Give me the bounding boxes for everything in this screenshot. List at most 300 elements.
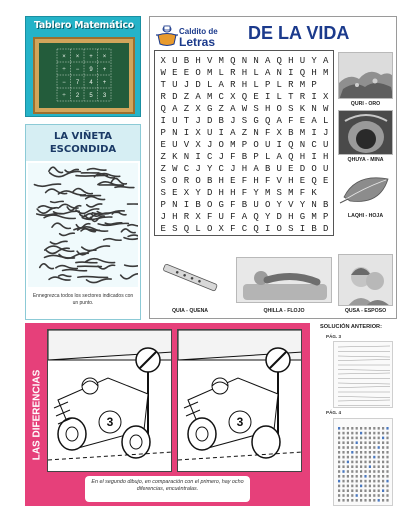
grid-letter[interactable]: L [276,92,282,102]
grid-letter[interactable]: F [241,188,248,198]
grid-letter[interactable]: O [218,140,224,150]
picture-quia-quena [156,254,224,302]
grid-letter[interactable]: U [218,212,224,222]
grid-letter[interactable]: M [206,92,213,102]
grid-letter[interactable]: A [195,92,201,102]
grid-letter[interactable]: J [160,212,166,222]
grid-letter[interactable]: K [299,104,306,114]
grid-letter[interactable]: P [160,128,166,138]
grid-letter[interactable]: U [172,80,178,90]
grid-letter[interactable]: Y [311,56,317,66]
grid-letter[interactable]: S [288,104,294,114]
vineta-header [26,125,140,161]
maze-stroke [56,266,77,269]
grid-letter[interactable]: U [253,200,259,210]
grid-letter[interactable]: U [322,140,329,150]
grid-letter[interactable]: B [241,152,248,162]
grid-letter[interactable]: Z [160,152,166,162]
grid-row [157,211,333,223]
grid-letter[interactable]: O [172,176,178,186]
grid-letter[interactable]: N [299,140,306,150]
thumb-letter [360,437,362,440]
grid-letter[interactable]: L [253,80,259,90]
grid-letter[interactable]: Q [288,152,294,162]
grid-letter[interactable]: I [276,140,282,150]
grid-letter[interactable]: A [276,152,282,162]
board-mark: 7 [75,80,80,86]
label-quri-oro: QURI - ORO [350,101,381,107]
grid-letter[interactable]: U [172,116,178,126]
grid-letter[interactable]: I [183,128,190,138]
grid-letter[interactable]: Q [183,224,190,234]
grid-letter[interactable]: B [195,200,201,210]
grid-letter[interactable]: B [206,176,213,186]
grid-letter[interactable]: J [206,140,213,150]
grid-letter[interactable]: M [299,128,306,138]
grid-letter[interactable]: P [160,200,166,210]
grid-letter[interactable]: W [322,104,329,114]
grid-letter[interactable]: C [241,224,248,234]
grid-letter[interactable]: E [288,164,294,174]
thumb-letter [360,470,362,473]
grid-letter[interactable]: Z [183,104,190,114]
grid-letter[interactable]: O [206,200,213,210]
grid-letter[interactable]: R [299,92,306,102]
car-number-1: 3 [106,415,114,429]
grid-letter[interactable]: A [172,104,178,114]
grid-letter[interactable]: C [218,92,224,102]
thumb-letter [386,470,388,473]
grid-letter[interactable]: I [299,224,306,234]
grid-letter[interactable]: Q [276,56,282,66]
grid-letter[interactable]: X [160,56,166,66]
grid-letter[interactable]: X [195,104,201,114]
grid-letter[interactable]: J [195,116,201,126]
grid-letter[interactable]: H [322,152,329,162]
grid-letter[interactable]: H [241,164,248,174]
grid-letter[interactable]: M [218,56,224,66]
grid-letter[interactable]: J [230,116,236,126]
thumb-letter [378,480,380,483]
grid-letter[interactable]: R [230,80,236,90]
grid-letter[interactable]: W [241,104,248,114]
grid-letter[interactable]: X [195,128,201,138]
grid-letter[interactable]: D [206,188,213,198]
leaf-illustration [338,169,393,211]
grid-letter[interactable]: O [264,200,271,210]
grid-letter[interactable]: P [264,80,271,90]
grid-letter[interactable]: S [253,104,259,114]
grid-letter[interactable]: J [195,164,201,174]
grid-letter[interactable]: U [299,56,306,66]
grid-letter[interactable]: L [322,116,329,126]
grid-letter[interactable]: Z [218,104,224,114]
grid-letter[interactable]: P [241,140,248,150]
grid-letter[interactable]: J [230,164,236,174]
picture-qhuya-mina [338,110,393,155]
grid-letter[interactable]: M [264,188,271,198]
grid-letter[interactable]: I [218,128,224,138]
grid-letter[interactable]: M [206,68,213,78]
thumb-letter [382,470,384,473]
grid-letter[interactable]: V [288,200,294,210]
grid-letter[interactable]: T [288,92,294,102]
grid-letter[interactable]: K [311,188,317,198]
board-mark: ÷ [62,67,66,73]
grid-letter[interactable]: J [183,80,190,90]
grid-letter[interactable]: Y [264,212,271,222]
thumb-letter [342,465,344,468]
diferencias-caption-box [85,476,250,502]
grid-letter[interactable]: I [195,152,201,162]
grid-letter[interactable]: N [172,128,178,138]
grid-letter[interactable]: Q [230,56,236,66]
grid-letter[interactable]: H [288,212,294,222]
thumb-letter [360,475,362,478]
grid-letter[interactable]: A [230,104,236,114]
grid-letter[interactable]: I [311,92,317,102]
maze-stroke [121,229,135,233]
grid-letter[interactable]: E [160,140,166,150]
thumb-letter [356,475,358,478]
grid-letter[interactable]: B [264,164,271,174]
grid-letter[interactable]: I [183,200,190,210]
grid-row [157,55,333,67]
thumb-letter [378,432,380,435]
grid-letter[interactable]: I [160,116,166,126]
grid-letter[interactable]: V [206,56,213,66]
grid-letter[interactable]: E [322,176,329,186]
grid-letter[interactable]: E [253,92,259,102]
grid-letter[interactable]: A [230,128,236,138]
grid-letter[interactable]: E [160,224,166,234]
grid-letter[interactable]: H [299,152,306,162]
thumb-letter [351,485,353,488]
board-mark: − [62,80,66,86]
diferencias-caption: En el segundo dibujo, en comparación con el primero, hay ocho diferencias, encuéntralas. [91,479,244,492]
grid-letter[interactable]: B [183,56,190,66]
grid-letter[interactable]: I [311,128,317,138]
grid-letter[interactable]: E [183,68,190,78]
grid-letter[interactable]: H [288,176,294,186]
grid-letter[interactable]: U [206,128,213,138]
race-car-drawing-2 [178,330,302,472]
thumb-letter [364,441,366,444]
grid-letter[interactable]: E [299,116,306,126]
grid-letter[interactable]: B [218,116,224,126]
grid-letter[interactable]: G [206,104,213,114]
grid-letter[interactable]: O [195,68,201,78]
grid-letter[interactable]: W [160,68,166,78]
grid-letter[interactable]: O [276,104,282,114]
grid-letter[interactable]: Z [160,164,166,174]
grid-letter[interactable]: X [195,140,201,150]
thumb-letter [342,480,344,483]
grid-letter[interactable]: B [241,200,248,210]
thumb-letter [369,475,371,478]
grid-letter[interactable]: X [218,224,224,234]
grid-letter[interactable]: Z [183,92,190,102]
grid-letter[interactable]: L [218,68,224,78]
grid-letter[interactable]: Q [241,92,248,102]
grid-letter[interactable]: A [311,116,317,126]
grid-letter[interactable]: R [183,212,190,222]
grid-letter[interactable]: S [241,116,248,126]
grid-letter[interactable]: M [311,212,317,222]
grid-letter[interactable]: H [264,104,271,114]
grid-letter[interactable]: Y [253,188,259,198]
grid-letter[interactable]: G [218,200,224,210]
grid-letter[interactable]: E [299,176,306,186]
grid-letter[interactable]: L [253,68,259,78]
grid-letter[interactable]: I [288,68,294,78]
grid-letter[interactable]: F [230,212,236,222]
thumb-letter [364,456,366,459]
grid-letter[interactable]: T [183,116,190,126]
grid-letter[interactable]: I [311,152,317,162]
grid-letter[interactable]: H [311,68,317,78]
grid-letter[interactable]: U [276,164,282,174]
grid-letter[interactable]: F [299,188,306,198]
grid-letter[interactable]: S [288,224,294,234]
grid-letter[interactable]: G [253,116,259,126]
grid-letter[interactable]: L [195,224,201,234]
grid-letter[interactable]: A [264,68,271,78]
grid-letter[interactable]: Y [299,200,306,210]
grid-letter[interactable]: X [322,92,329,102]
grid-letter[interactable]: B [288,128,294,138]
thumb-stroke [338,360,390,361]
board-mark: ÷ [62,93,66,99]
grid-letter[interactable]: L [206,80,213,90]
grid-letter[interactable]: S [160,188,166,198]
grid-letter[interactable]: M [322,68,329,78]
grid-letter[interactable]: F [230,224,236,234]
grid-letter[interactable]: M [299,80,306,90]
grid-letter[interactable]: P [311,80,317,90]
thumb-letter [347,451,349,454]
grid-letter[interactable]: G [299,212,306,222]
grid-letter[interactable]: N [311,104,317,114]
grid-letter[interactable]: U [264,140,271,150]
grid-letter[interactable]: D [172,92,178,102]
grid-letter[interactable]: D [276,212,282,222]
grid-letter[interactable]: R [230,68,236,78]
thumb-letter [347,461,349,464]
grid-letter[interactable]: H [230,188,236,198]
grid-letter[interactable]: Y [195,188,201,198]
solution-drawing-thumbnail [334,342,393,408]
grid-letter[interactable]: O [276,224,282,234]
couple-illustration [339,255,393,306]
grid-letter[interactable]: K [172,152,178,162]
thumb-letter [351,456,353,459]
grid-letter[interactable]: X [183,188,190,198]
grid-letter[interactable]: Y [276,200,282,210]
grid-row [157,187,333,199]
thumb-letter [351,480,353,483]
grid-letter[interactable]: N [172,200,178,210]
grid-letter[interactable]: P [322,212,329,222]
grid-letter[interactable]: Y [206,164,213,174]
grid-letter[interactable]: E [172,188,178,198]
grid-letter[interactable]: S [276,188,282,198]
grid-letter[interactable]: L [276,80,282,90]
grid-letter[interactable]: T [160,80,166,90]
chalkboard-frame [33,37,135,114]
grid-letter[interactable]: O [311,164,317,174]
thumb-letter [360,499,362,502]
grid-letter[interactable]: H [241,80,248,90]
grid-letter[interactable]: O [253,140,259,150]
grid-letter[interactable]: O [195,176,201,186]
grid-letter[interactable]: S [160,176,166,186]
grid-letter[interactable]: Q [264,116,271,126]
grid-letter[interactable]: D [206,116,213,126]
thumb-letter [356,446,358,449]
thumb-letter [342,475,344,478]
label-laqhi-hoja: LAQHI - HOJA [347,213,384,219]
grid-letter[interactable]: F [230,152,236,162]
grid-letter[interactable]: V [276,176,282,186]
grid-letter[interactable]: X [195,212,201,222]
grid-letter[interactable]: N [241,56,248,66]
grid-letter[interactable]: N [253,56,259,66]
grid-letter[interactable]: Q [253,224,259,234]
grid-letter[interactable]: Q [253,212,259,222]
grid-letter[interactable]: M [288,188,294,198]
grid-letter[interactable]: R [183,176,190,186]
thumb-letter [369,446,371,449]
grid-letter[interactable]: C [206,152,213,162]
maze-stroke [128,235,138,237]
board-mark: 9 [89,67,93,73]
grid-letter[interactable]: U [172,140,178,150]
thumb-letter [378,465,380,468]
grid-letter[interactable]: F [264,176,271,186]
grid-letter[interactable]: N [183,152,190,162]
maze-stroke [50,241,67,244]
grid-letter[interactable]: W [172,164,178,174]
maze-stroke [76,175,107,176]
thumb-letter [347,427,349,430]
thumb-letter [382,485,384,488]
grid-letter[interactable]: N [276,68,282,78]
grid-letter[interactable]: A [241,212,248,222]
grid-letter[interactable]: O [206,224,213,234]
grid-letter[interactable]: N [253,128,259,138]
grid-letter[interactable]: J [218,152,224,162]
grid-letter[interactable]: E [230,176,236,186]
brand-line2: Letras [179,35,216,49]
grid-letter[interactable]: A [253,164,259,174]
grid-letter[interactable]: F [206,212,213,222]
grid-letter[interactable]: H [218,176,224,186]
grid-letter[interactable]: Q [160,104,166,114]
grid-letter[interactable]: C [311,140,317,150]
grid-letter[interactable]: F [288,116,294,126]
thumb-letter [347,437,349,440]
grid-letter[interactable]: E [172,68,178,78]
grid-letter[interactable]: B [322,200,329,210]
grid-letter[interactable]: A [264,56,271,66]
thumb-letter [351,432,353,435]
maze-stroke [128,225,138,226]
grid-letter[interactable]: P [253,152,259,162]
grid-letter[interactable]: I [264,224,271,234]
thumb-letter [369,451,371,454]
grid-letter[interactable]: Q [288,140,294,150]
grid-letter[interactable]: A [276,116,282,126]
thumb-letter [378,489,380,492]
grid-letter[interactable]: B [311,224,317,234]
grid-letter[interactable]: X [276,128,282,138]
grid-letter[interactable]: H [253,176,259,186]
thumb-letter [364,475,366,478]
thumb-letter [347,475,349,478]
thumb-letter [347,499,349,502]
grid-letter[interactable]: F [241,176,248,186]
grid-letter[interactable]: N [311,200,317,210]
grid-letter[interactable]: C [183,164,190,174]
thumb-letter [386,437,388,440]
grid-letter[interactable]: U [322,164,329,174]
grid-letter[interactable]: R [160,92,166,102]
thumb-letter [351,494,353,497]
grid-letter[interactable]: M [230,140,236,150]
grid-letter[interactable]: I [264,92,271,102]
grid-letter[interactable]: D [195,80,201,90]
grid-letter[interactable]: A [322,56,329,66]
grid-letter[interactable]: H [172,212,178,222]
thumb-letter [364,427,366,430]
thumb-letter [342,437,344,440]
thumb-letter [382,446,384,449]
thumb-letter [338,461,340,464]
grid-letter[interactable]: F [264,128,271,138]
grid-letter[interactable]: Z [241,128,248,138]
grid-letter[interactable]: H [241,68,248,78]
thumb-letter [378,446,380,449]
thumb-letter [373,499,375,502]
grid-letter[interactable]: R [288,80,294,90]
grid-letter[interactable]: F [230,200,236,210]
grid-letter[interactable]: Q [311,176,317,186]
grid-letter[interactable]: C [218,164,224,174]
grid-letter[interactable]: A [218,80,224,90]
thumb-letter [373,475,375,478]
thumb-letter [364,489,366,492]
thumb-letter [382,480,384,483]
grid-letter[interactable]: J [322,128,329,138]
grid-letter[interactable]: X [230,92,236,102]
grid-letter[interactable]: D [322,224,329,234]
grid-letter[interactable]: D [299,164,306,174]
thumb-letter [356,461,358,464]
grid-letter[interactable]: H [288,56,294,66]
grid-letter[interactable]: H [218,188,224,198]
board-mark: × [75,54,80,60]
grid-letter[interactable]: Q [299,68,306,78]
grid-letter[interactable]: S [172,224,178,234]
grid-letter[interactable]: U [172,56,178,66]
grid-letter[interactable]: V [183,140,190,150]
grid-letter[interactable]: L [264,152,271,162]
thumb-letter [342,489,344,492]
grid-letter[interactable]: H [195,56,201,66]
thumb-letter [386,489,388,492]
thumb-letter [378,456,380,459]
